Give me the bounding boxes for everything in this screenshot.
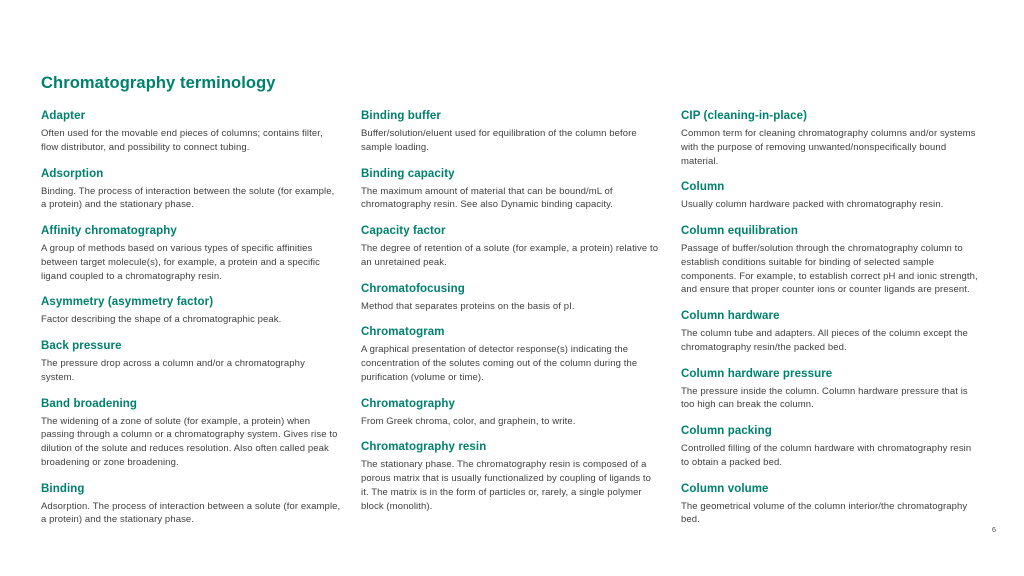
term-definition: Method that separates proteins on the basis of pI. [361, 300, 575, 312]
term-definition: The geometrical volume of the column interior/the chromatography bed. [681, 500, 968, 526]
term-heading: Binding buffer [361, 110, 441, 122]
term-definition: The maximum amount of material that can be bound/mL of chromatography resin. See also Dynamic binding capacity. [361, 185, 614, 211]
term-entry [361, 326, 661, 384]
term-heading: Column volume [681, 482, 769, 495]
term-definition: Controlled filling of the column hardware with chromatography resin to obtain a packed bed. [681, 443, 972, 468]
glossary-column-3 [681, 110, 981, 540]
term-entry [41, 398, 341, 470]
term-definition: Usually column hardware packed with chromatography resin. [681, 199, 944, 211]
term-entry [41, 168, 341, 213]
term-entry [361, 110, 661, 155]
term-entry [41, 340, 341, 385]
term-entry [41, 225, 341, 283]
term-heading: Chromatography [361, 397, 456, 410]
term-heading: Chromatogram [361, 326, 445, 339]
term-heading: Adsorption [41, 167, 104, 180]
term-heading: Column [681, 181, 725, 194]
term-heading: Adapter [41, 110, 86, 122]
term-entry [681, 483, 981, 528]
term-heading: Binding capacity [361, 167, 455, 180]
glossary-column-1 [41, 110, 341, 540]
term-entry [681, 425, 981, 470]
term-heading: Chromatofocusing [361, 282, 465, 295]
term-definition: The degree of retention of a solute (for example, a protein) relative to an unretained peak. [361, 243, 659, 268]
term-entry [681, 368, 981, 413]
page-title: Chromatography terminology [41, 74, 276, 92]
term-entry [41, 296, 341, 327]
term-definition: The stationary phase. The chromatography resin is composed of a porous matrix that is usually functionalized by coupling of ligands to it. The matrix is in the form of particles or, rarely, a single polymer block (monolith). [361, 459, 652, 512]
term-heading: Column hardware [681, 310, 780, 323]
glossary-column-2 [361, 110, 661, 540]
term-definition: The column tube and adapters. All pieces of the column except the chromatography resin/the packed bed. [681, 328, 968, 353]
term-heading: CIP (cleaning-in-place) [681, 110, 808, 122]
term-definition: Buffer/solution/eluent used for equilibration of the column before sample loading. [361, 128, 637, 153]
term-definition: The pressure inside the column. Column hardware pressure that is too high can break the column. [681, 385, 968, 411]
term-definition: Common term for cleaning chromatography columns and/or systems with the purpose of removing unwanted/nonspecifically bound material. [681, 128, 976, 167]
term-definition: From Greek chroma, color, and graphein, to write. [361, 415, 576, 427]
term-heading: Binding [41, 482, 85, 495]
term-heading: Column hardware pressure [681, 367, 833, 380]
term-definition: The widening of a zone of solute (for example, a protein) when passing through a column or a chromatography system. Gives rise to dilution of the solute and reduces resolution. Also often called peak broadening or zone broadening. [41, 415, 338, 468]
term-entry [361, 283, 661, 314]
glossary-columns [41, 110, 990, 540]
term-entry [681, 225, 981, 297]
term-definition: Often used for the movable end pieces of columns; contains filter, flow distributor, and possibility to connect tubing. [41, 128, 323, 153]
term-entry [681, 310, 981, 355]
term-heading: Column packing [681, 425, 772, 438]
term-entry [681, 181, 981, 212]
term-definition: The pressure drop across a column and/or a chromatography system. [41, 358, 305, 383]
page-number: 6 [991, 525, 996, 534]
term-definition: Binding. The process of interaction between the solute (for example, a protein) and the stationary phase. [41, 185, 335, 211]
term-entry [361, 398, 661, 429]
term-definition: A group of methods based on various types of specific affinities between target molecule(s), for example, a protein and a specific ligand coupled to a chromatography resin. [41, 243, 320, 282]
term-entry [361, 225, 661, 270]
term-entry [41, 483, 341, 528]
term-heading: Asymmetry (asymmetry factor) [41, 296, 214, 309]
term-definition: Factor describing the shape of a chromatographic peak. [41, 314, 282, 326]
term-heading: Affinity chromatography [41, 225, 177, 238]
term-heading: Back pressure [41, 340, 122, 353]
term-entry [681, 110, 981, 168]
term-definition: Adsorption. The process of interaction between a solute (for example, a protein) and the stationary phase. [41, 500, 341, 526]
term-entry [361, 168, 661, 213]
term-entry [361, 441, 661, 513]
term-entry [41, 110, 341, 155]
term-heading: Chromatography resin [361, 441, 487, 454]
term-definition: Passage of buffer/solution through the chromatography column to establish conditions suitable for binding of selected sample components. For example, to establish correct pH and ionic strength, and ensure that proper counter ions or counter ligands are present. [681, 243, 978, 296]
term-heading: Band broadening [41, 397, 138, 410]
term-heading: Capacity factor [361, 225, 446, 238]
term-heading: Column equilibration [681, 225, 798, 238]
term-definition: A graphical presentation of detector response(s) indicating the concentration of the solutes coming out of the column during the purification (volume or time). [361, 344, 638, 383]
